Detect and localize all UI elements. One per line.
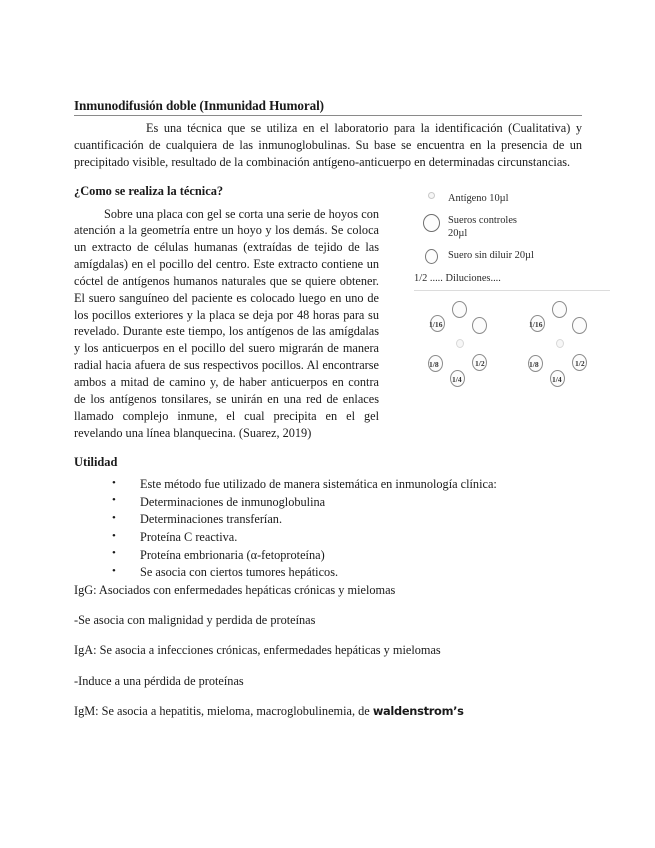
rosette-group <box>414 297 629 405</box>
well-mid-icon <box>414 249 448 264</box>
rosette-well-center <box>456 339 464 348</box>
rosette-label-1-2: 1/2 <box>575 358 585 368</box>
legend-label-antigen: Antígeno 10µl <box>448 192 509 204</box>
technique-heading: ¿Como se realiza la técnica? <box>74 183 224 198</box>
legend-dilutions-note: 1/2 ..... Diluciones.... <box>414 272 501 284</box>
note-igg-sub: -Se asocia con malignidad y perdida de proteínas <box>74 613 316 628</box>
note-igm <box>74 703 582 720</box>
list-item: • Proteína embrionaria (α-fetoproteína) <box>74 547 582 565</box>
note-igm-text: IgM: Se asocia a hepatitis, mieloma, macroglobulinemia, de <box>74 704 373 719</box>
rosette-right <box>518 299 610 403</box>
technique-text-column <box>74 206 379 442</box>
utility-list <box>74 476 582 581</box>
rosette-well-top <box>552 301 567 318</box>
rosette-label-1-4: 1/4 <box>452 374 462 384</box>
intro-paragraph: Es una técnica que se utiliza en el laboratorio para la identificación (Cualitativa) y cuantificación de cualquiera de las inmunoglobulinas. Su base se encuentra en la presencia de un precipitado visible, resultado de la combinación antígeno-anticuerpo en determinadas circunstancias. <box>74 121 582 169</box>
well-big-icon <box>414 214 448 232</box>
technique-paragraph: Sobre una placa con gel se corta una serie de hoyos con atención a la geometría entre un hoyo y los demás. Se coloca un extracto de células humanas (extraídas de tejido de las amígdalas) en el pocillo del centro. Este extracto contiene un cóctel de antígenos humanos naturales que se quiere obtener. El suero sanguíneo del paciente es colocado luego en uno de los pocillos exteriores y la placa se deja por 48 horas para su revelado. Durante este tiempo, los antígenos de las amígdalas y los anticuerpos en el pocillo del suero migrarán de manera radial hacia afuera de sus respectivos pocillos. Al encontrarse ambos a mitad de camino y, de haber anticuerpos en contra de los antígenos tonsilares, se unirán en una red de enlaces llamado complejo inmune, el cual precipita en el gel revelando una línea blanquecina. (Suarez, 2019) <box>74 206 379 440</box>
legend-label-control-sera-main: Sueros controles <box>448 214 517 226</box>
rosette-label-1-8: 1/8 <box>529 359 539 369</box>
list-item: • Este método fue utilizado de manera sistemática en inmunología clínica: <box>74 476 582 494</box>
list-item: • Determinaciones de inmunoglobulina <box>74 494 582 512</box>
figure-diagram <box>414 192 629 405</box>
note-igg: IgG: Asociados con enfermedades hepáticas crónicas y mielomas <box>74 582 396 597</box>
technique-section <box>74 183 585 442</box>
rosette-label-1-16: 1/16 <box>429 319 443 329</box>
rosette-label-1-16: 1/16 <box>529 319 543 329</box>
list-item: • Se asocia con ciertos tumores hepáticos. <box>74 564 582 582</box>
rosette-label-1-2: 1/2 <box>475 358 485 368</box>
legend-entry-control-sera <box>414 214 629 240</box>
rosette-well-upper-right <box>572 317 587 334</box>
rosette-well-center <box>556 339 564 348</box>
figure-divider <box>414 290 610 291</box>
rosette-left <box>418 299 510 403</box>
legend-label-control-sera <box>448 214 517 240</box>
legend-entry-undiluted-serum <box>414 249 629 264</box>
immunoglobulin-notes <box>74 582 582 720</box>
utility-heading: Utilidad <box>74 455 118 470</box>
legend-entry-antigen <box>414 192 629 205</box>
list-item: • Proteína C reactiva. <box>74 529 582 547</box>
well-tiny-icon <box>414 192 448 199</box>
rosette-label-1-8: 1/8 <box>429 359 439 369</box>
rosette-well-top <box>452 301 467 318</box>
legend-label-control-sera-volume: 20µl <box>448 227 468 239</box>
page-title: Inmunodifusión doble (Inmunidad Humoral) <box>74 98 582 116</box>
list-item: • Determinaciones transferían. <box>74 511 582 529</box>
legend-label-undiluted-serum: Suero sin diluir 20µl <box>448 249 534 261</box>
rosette-label-1-4: 1/4 <box>552 374 562 384</box>
note-iga-sub: -Induce a una pérdida de proteínas <box>74 673 244 688</box>
rosette-well-upper-right <box>472 317 487 334</box>
note-igm-handwritten: waldenstrom’s <box>372 704 464 719</box>
document-body <box>74 98 585 720</box>
note-iga: IgA: Se asocia a infecciones crónicas, enfermedades hepáticas y mielomas <box>74 643 441 658</box>
